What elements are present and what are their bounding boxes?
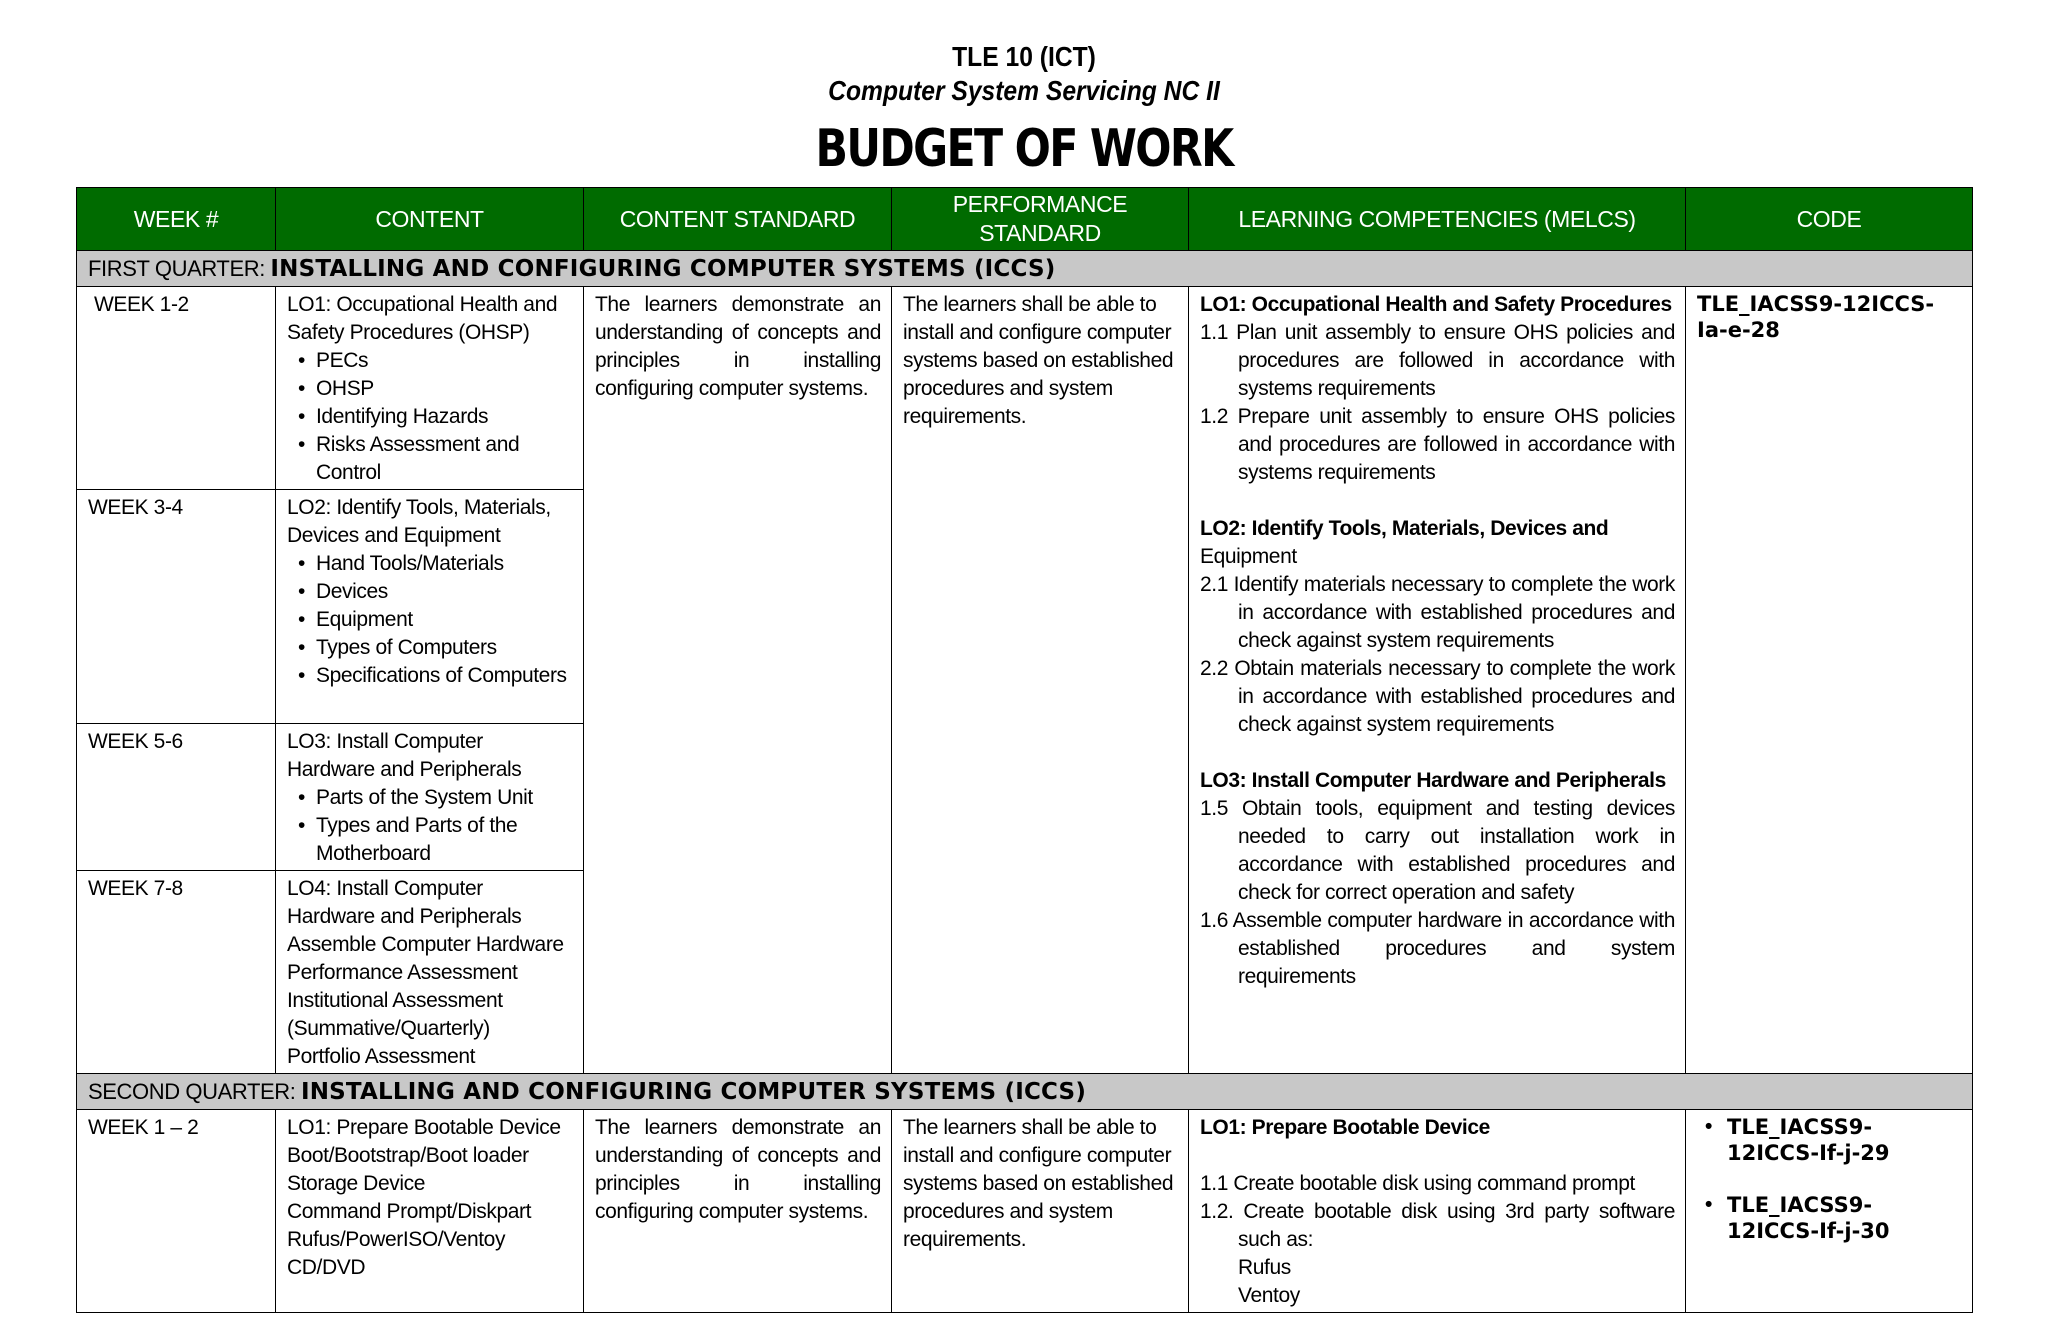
competency-heading: LO1: Occupational Health and Safety Procedures xyxy=(1200,293,1672,316)
column-header-content: CONTENT xyxy=(276,188,584,251)
quarter-name: INSTALLING AND CONFIGURING COMPUTER SYSTEMS (ICCS) xyxy=(270,256,1056,282)
quarter-name: INSTALLING AND CONFIGURING COMPUTER SYSTEMS (ICCS) xyxy=(300,1079,1087,1105)
list-item: • Hand Tools/Materials xyxy=(316,550,573,578)
competency-heading: LO1: Prepare Bootable Device xyxy=(1200,1116,1490,1139)
course-subtitle: Computer System Servicing NC II xyxy=(828,75,1220,106)
column-header-code: CODE xyxy=(1686,188,1973,251)
competencies-cell xyxy=(1189,287,1686,1074)
content-cell xyxy=(276,724,584,871)
content-list xyxy=(287,347,573,487)
list-item: • OHSP xyxy=(316,375,573,403)
week-cell: WEEK 1 – 2 xyxy=(77,1110,276,1313)
list-item: • Risks Assessment and Control xyxy=(316,431,573,487)
table-header-row xyxy=(77,188,1973,251)
content-line: Institutional Assessment xyxy=(287,989,503,1012)
list-item: • Parts of the System Unit xyxy=(316,784,573,812)
week-cell: WEEK 5-6 xyxy=(77,724,276,871)
code-cell xyxy=(1686,1110,1973,1313)
list-item: • Identifying Hazards xyxy=(316,403,573,431)
content-standard-cell: The learners demonstrate an understanding of concepts and principles in installing configuring computer systems. xyxy=(584,1110,892,1313)
content-line: Storage Device xyxy=(287,1172,425,1195)
competency-item: 1.6 Assemble computer hardware in accordance with established procedures and system requirements xyxy=(1200,909,1675,988)
page-title: BUDGET OF WORK xyxy=(815,119,1233,179)
list-item: • Types of Computers xyxy=(316,634,573,662)
content-cell xyxy=(276,1110,584,1313)
content-title: LO1: Occupational Health and Safety Procedures (OHSP) xyxy=(287,293,558,344)
week-cell: WEEK 3-4 xyxy=(77,490,276,724)
competency-item: 1.1 Plan unit assembly to ensure OHS policies and procedures are followed in accordance with systems requirements xyxy=(1200,321,1675,400)
quarter-row-second xyxy=(77,1074,1973,1110)
competency-heading: LO3: Install Computer Hardware and Peripherals xyxy=(1200,769,1666,792)
quarter-row-first xyxy=(77,251,1973,287)
competency-heading: LO2: Identify Tools, Materials, Devices and xyxy=(1200,517,1609,540)
competency-tool: Ventoy xyxy=(1238,1284,1300,1307)
content-line: (Summative/Quarterly) xyxy=(287,1017,490,1040)
content-title: LO3: Install Computer Hardware and Peripherals xyxy=(287,730,522,781)
content-cell xyxy=(276,490,584,724)
list-item: • PECs xyxy=(316,347,573,375)
list-item: • Devices xyxy=(316,578,573,606)
quarter-label: FIRST QUARTER: xyxy=(88,256,265,281)
week-cell: WEEK 1-2 xyxy=(77,287,276,490)
course-title: TLE 10 (ICT) xyxy=(952,41,1096,72)
content-cell xyxy=(276,871,584,1074)
competency-item: 1.2 Prepare unit assembly to ensure OHS policies and procedures are followed in accordance with systems requirements xyxy=(1200,405,1675,484)
code-cell xyxy=(1686,287,1973,1074)
competency-tool: Rufus xyxy=(1238,1256,1291,1279)
competency-code: TLE_IACSS9-12ICCS-Ia-e-28 xyxy=(1697,292,1935,342)
list-item: • Equipment xyxy=(316,606,573,634)
document-header xyxy=(0,40,2048,178)
content-title: LO2: Identify Tools, Materials, Devices and Equipment xyxy=(287,496,551,547)
table-row xyxy=(77,1110,1973,1313)
content-line: Rufus/PowerISO/Ventoy xyxy=(287,1228,506,1251)
content-list xyxy=(287,784,573,868)
competency-code: • TLE_IACSS9-12ICCS-If-j-30 xyxy=(1727,1192,1962,1244)
list-item: • Specifications of Computers xyxy=(316,662,573,690)
column-header-performance-standard: PERFORMANCE STANDARD xyxy=(892,188,1189,251)
content-line: Command Prompt/Diskpart xyxy=(287,1200,532,1223)
table-row xyxy=(77,287,1973,490)
competency-item: 1.1 Create bootable disk using command prompt xyxy=(1200,1172,1635,1195)
list-item: • Types and Parts of the Motherboard xyxy=(316,812,573,868)
competencies-cell xyxy=(1189,1110,1686,1313)
column-header-content-standard: CONTENT STANDARD xyxy=(584,188,892,251)
column-header-competencies: LEARNING COMPETENCIES (MELCS) xyxy=(1189,188,1686,251)
competency-heading-tail: Equipment xyxy=(1200,545,1297,568)
competency-item: 2.1 Identify materials necessary to complete the work in accordance with established procedures and check against system requirements xyxy=(1200,573,1675,652)
content-line: LO1: Prepare Bootable Device xyxy=(287,1116,561,1139)
content-line: Assemble Computer Hardware xyxy=(287,933,564,956)
content-cell xyxy=(276,287,584,490)
performance-standard-cell: The learners shall be able to install and configure computer systems based on established procedures and system requirements. xyxy=(892,287,1189,1074)
competency-code: • TLE_IACSS9-12ICCS-If-j-29 xyxy=(1727,1114,1962,1166)
content-standard-cell: The learners demonstrate an understanding of concepts and principles in installing configuring computer systems. xyxy=(584,287,892,1074)
performance-standard-cell: The learners shall be able to install and configure computer systems based on established procedures and system requirements. xyxy=(892,1110,1189,1313)
code-list xyxy=(1697,1114,1962,1244)
content-line: Boot/Bootstrap/Boot loader xyxy=(287,1144,529,1167)
competency-item: 1.5 Obtain tools, equipment and testing devices needed to carry out installation work in accordance with established procedures and check for correct operation and safety xyxy=(1200,797,1675,904)
content-title: LO4: Install Computer Hardware and Peripherals xyxy=(287,877,522,928)
content-list xyxy=(287,550,573,690)
competency-item: 1.2. Create bootable disk using 3rd party software such as: xyxy=(1200,1200,1675,1251)
budget-of-work-table xyxy=(76,187,1973,1313)
column-header-week: WEEK # xyxy=(77,188,276,251)
content-line: CD/DVD xyxy=(287,1256,366,1279)
competency-item: 2.2 Obtain materials necessary to complete the work in accordance with established procedures and check against system requirements xyxy=(1200,657,1675,736)
content-line: Performance Assessment xyxy=(287,961,518,984)
quarter-label: SECOND QUARTER: xyxy=(88,1079,296,1104)
content-line: Portfolio Assessment xyxy=(287,1045,476,1068)
week-cell: WEEK 7-8 xyxy=(77,871,276,1074)
